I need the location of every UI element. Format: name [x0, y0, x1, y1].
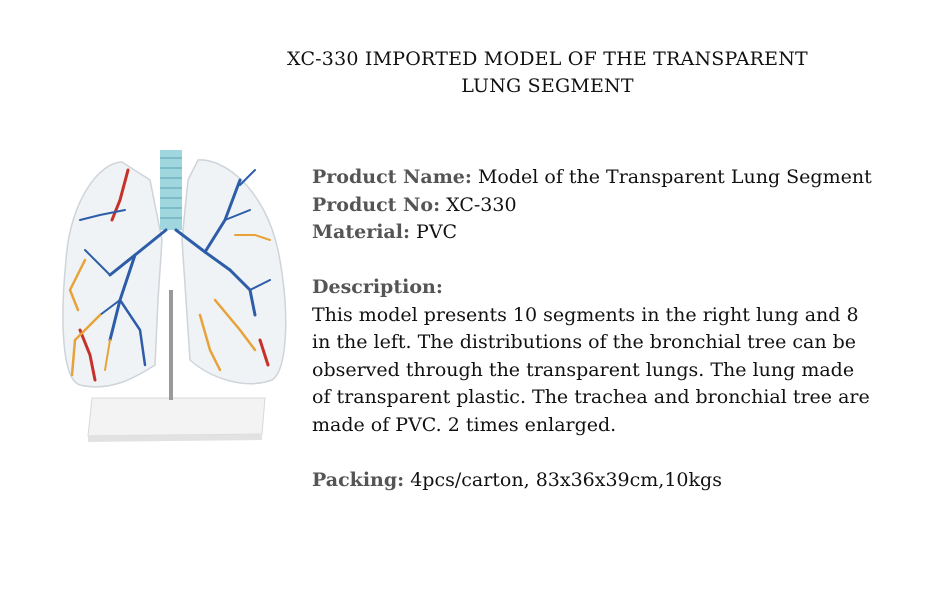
title-line-1: XC-330 IMPORTED MODEL OF THE TRANSPARENT [287, 48, 808, 70]
product-no-label: Product No: [312, 193, 441, 216]
product-name-row [312, 164, 872, 192]
packing-label: Packing: [312, 468, 405, 491]
packing-row [312, 467, 872, 495]
product-info [312, 164, 872, 494]
packing-value: 4pcs/carton, 83x36x39cm,10kgs [410, 468, 722, 491]
description-text: This model presents 10 segments in the right lung and 8 in the left. The distributions of the bronchial tree can be observed through the transparent lungs. The lung made of transparent plastic. The trachea and bronchial tree are made of PVC. 2 times enlarged. [312, 303, 870, 436]
product-no-value: XC-330 [446, 193, 517, 216]
description-label: Description: [312, 276, 443, 298]
product-no-row [312, 192, 872, 220]
product-name-value: Model of the Transparent Lung Segment [477, 166, 872, 188]
product-name-label: Product Name: [312, 166, 472, 188]
material-label: Material: [312, 221, 410, 243]
material-value: PVC [416, 221, 458, 243]
material-row [312, 219, 872, 247]
title-line-2: LUNG SEGMENT [461, 75, 634, 97]
lung-model-image [40, 140, 308, 450]
page-title [240, 46, 855, 100]
